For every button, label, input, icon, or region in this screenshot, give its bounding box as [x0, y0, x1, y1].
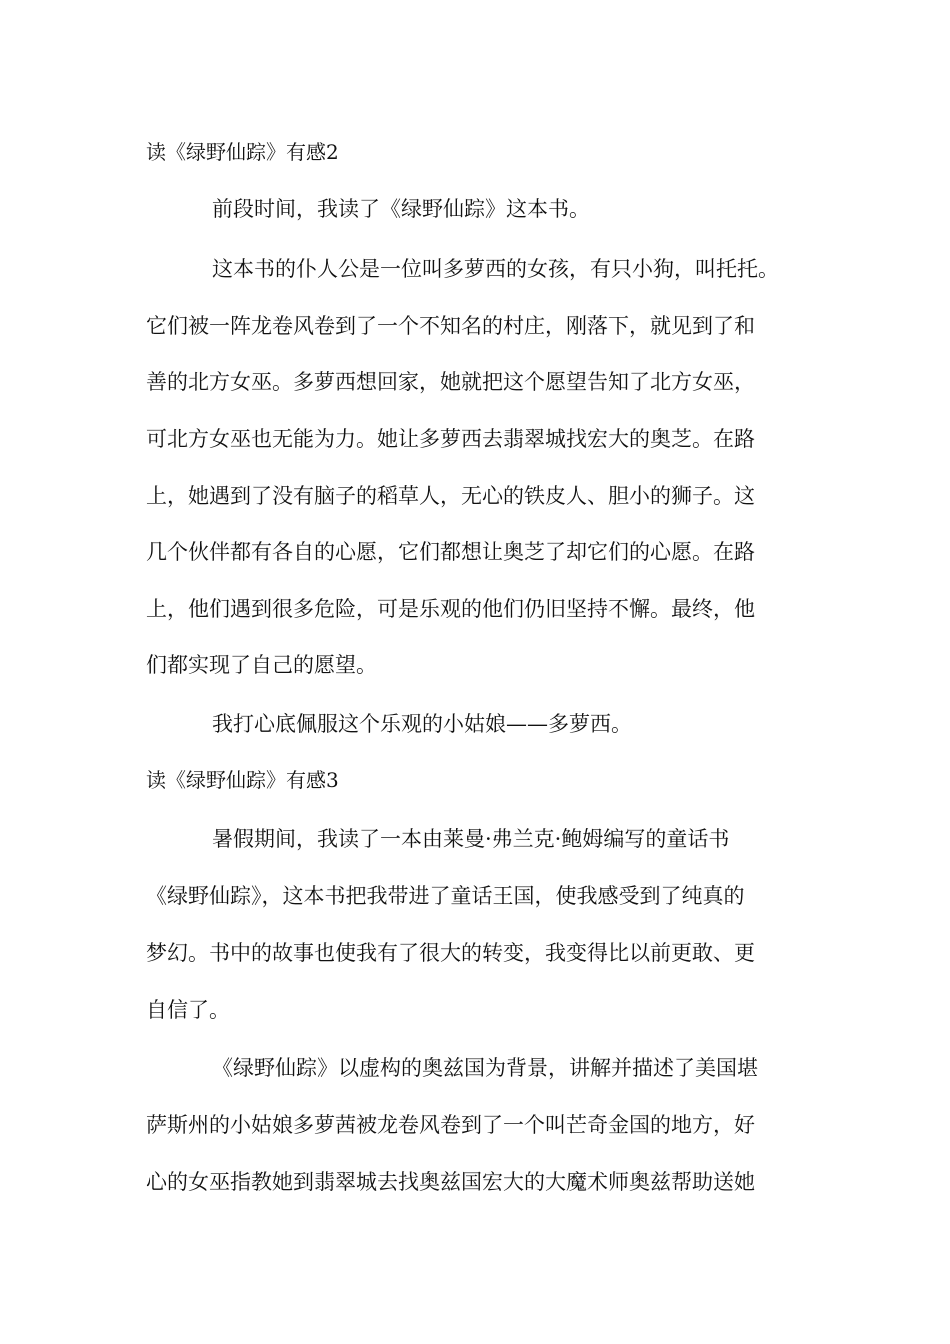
paragraph-line: 心的女巫指教她到翡翠城去找奥兹国宏大的大魔术师奥兹帮助送她: [146, 1170, 755, 1194]
paragraph-line: 几个伙伴都有各自的心愿，它们都想让奥芝了却它们的心愿。在路: [146, 540, 755, 564]
paragraph-line: 前段时间，我读了《绿野仙踪》这本书。: [212, 197, 590, 221]
paragraph-line: 这本书的仆人公是一位叫多萝西的女孩，有只小狗，叫托托。: [212, 257, 779, 281]
paragraph-line: 善的北方女巫。多萝西想回家，她就把这个愿望告知了北方女巫，: [146, 370, 755, 394]
paragraph-line: 暑假期间，我读了一本由莱曼·弗兰克·鲍姆编写的童话书: [212, 827, 730, 851]
paragraph-line: 梦幻。书中的故事也使我有了很大的转变，我变得比以前更敢、更: [146, 941, 755, 965]
paragraph-line: 上，他们遇到很多危险，可是乐观的他们仍旧坚持不懈。最终，他: [146, 597, 755, 621]
section-3-heading: 读《绿野仙踪》有感3: [146, 768, 339, 792]
paragraph-line: 我打心底佩服这个乐观的小姑娘——多萝西。: [212, 712, 632, 736]
paragraph-line: 自信了。: [146, 998, 230, 1022]
paragraph-line: 《绿野仙踪》以虚构的奥兹国为背景，讲解并描述了美国堪: [212, 1056, 758, 1080]
paragraph-line: 可北方女巫也无能为力。她让多萝西去翡翠城找宏大的奥芝。在路: [146, 427, 755, 451]
paragraph-line: 萨斯州的小姑娘多萝茜被龙卷风卷到了一个叫芒奇金国的地方，好: [146, 1113, 755, 1137]
paragraph-line: 《绿野仙踪》，这本书把我带进了童话王国，使我感受到了纯真的: [146, 884, 745, 908]
section-2-heading: 读《绿野仙踪》有感2: [146, 140, 339, 164]
paragraph-line: 它们被一阵龙卷风卷到了一个不知名的村庄，刚落下，就见到了和: [146, 314, 755, 338]
paragraph-line: 们都实现了自己的愿望。: [146, 653, 377, 677]
paragraph-line: 上，她遇到了没有脑子的稻草人，无心的铁皮人、胆小的狮子。这: [146, 484, 755, 508]
